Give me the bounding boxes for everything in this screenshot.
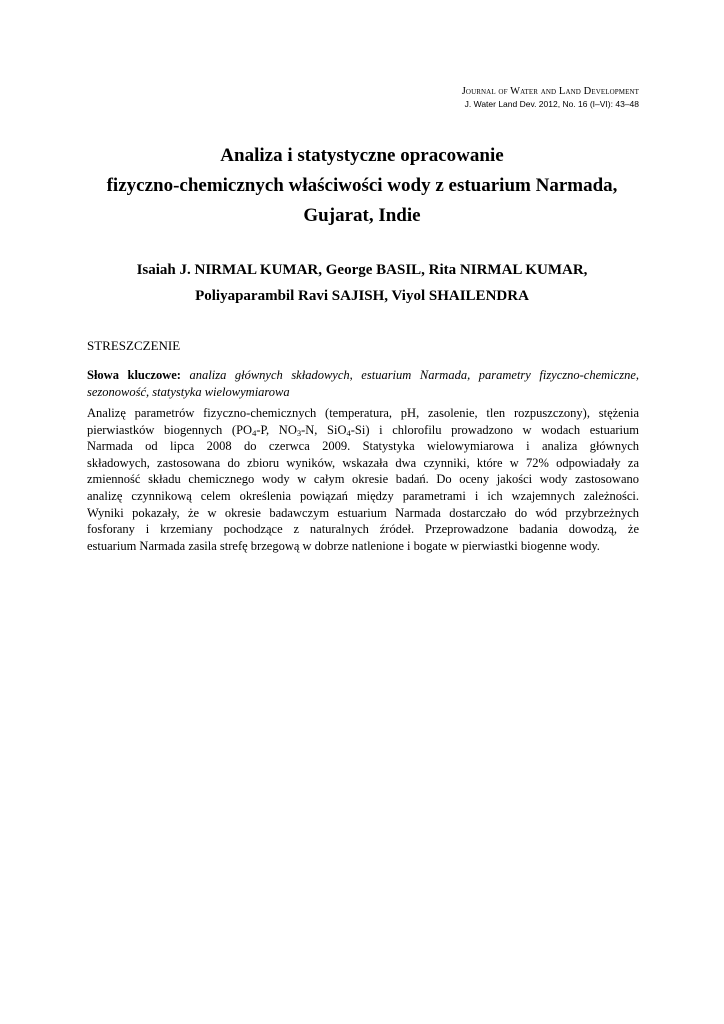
abstract-line: estuarium Narmada zasila strefę brzegową w dobrze natlenione i bogate w pierwiastki biogenne wody. [87,538,600,553]
journal-citation: J. Water Land Dev. 2012, No. 16 (I–VI): 43–48 [464,99,639,109]
abstract-line: analizę czynnikową celem określenia powiązań między parametrami i ich wzajemnych zależności. [87,488,639,503]
abstract-body [87,405,639,554]
abstract-line: pierwiastków biogennych ($PO_4-P$, $NO_3-N$, SiO$_4$-Si) i chlorofilu prowadzono w wodach estuarium [87,422,639,438]
title-line-2: fizyczno-chemicznych właściwości wody z estuarium Narmada, [106,175,618,196]
keywords-label: Słowa kluczowe: [87,368,181,382]
journal-name: Journal of Water and Land Development [461,86,639,97]
abstract-line: składowych, zastosowana do zbioru wyników, wskazała dwa czynniki, które w 72% odpowiadały za [87,455,639,470]
authors-line-2: Poliyaparambil Ravi SAJISH, Viyol SHAILENDRA [195,288,529,304]
article-title [85,141,639,231]
abstract-line: Narmada od lipca 2008 do czerwca 2009. Statystyka wielowymiarowa i analiza głównych [87,439,639,454]
title-line-1: Analiza i statystyczne opracowanie [220,145,504,166]
keywords [87,367,639,401]
authors-line-1: Isaiah J. NIRMAL KUMAR, George BASIL, Rita NIRMAL KUMAR, [136,262,588,278]
journal-header [462,85,639,110]
abstract-line: zmienność składu chemicznego wody w całym okresie badań. Do oceny jakości wody zastosowano [87,472,639,487]
author-list [85,257,639,309]
abstract-line: Wyniki pokazały, że w okresie badawczym estuarium Narmada dostarczało do wód przybrzeżnych [87,505,639,520]
abstract-line: fosforany i krzemiany pochodzące z naturalnych źródeł. Przeprowadzone badania dowodzą, że [87,522,639,537]
keywords-text: analiza głównych składowych, estuarium Narmada, parametry fizyczno-chemiczne, sezonowość, statystyka wielowymiarowa [87,368,639,399]
title-line-3: Gujarat, Indie [303,205,421,226]
section-heading: STRESZCZENIE [87,338,181,353]
abstract-line: Analizę parametrów fizyczno-chemicznych (temperatura, pH, zasolenie, tlen rozpuszczony), stężenia [87,406,639,420]
